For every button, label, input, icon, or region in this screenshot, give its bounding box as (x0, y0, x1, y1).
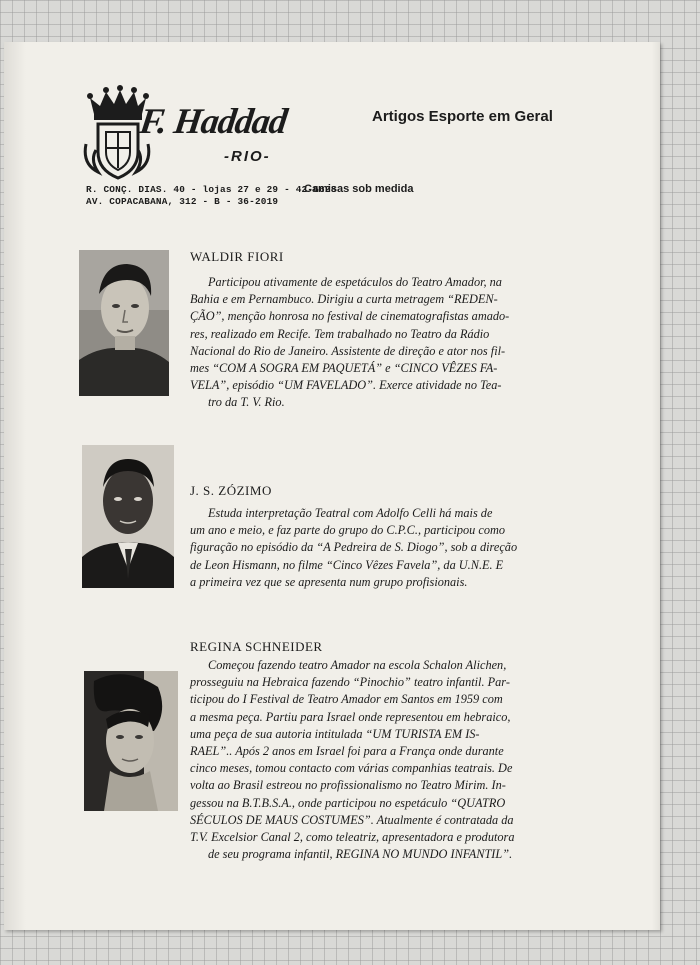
address-line-1: R. CONÇ. DIAS. 40 - lojas 27 e 29 - 42-6628 (86, 184, 337, 195)
bio-line: um ano e meio, e faz parte do grupo do C.P.C., participou como (190, 523, 506, 538)
bio-line: a mesma peça. Partiu para Israel onde representou em hebraico, (190, 709, 511, 724)
bio-line: volta ao Brasil estreou no profissionalismo no Teatro Mirim. In- (190, 778, 506, 793)
profile-name-js-zozimo: J. S. ZÓZIMO (190, 483, 272, 498)
profile-bio-regina-schneider (190, 657, 553, 863)
ad-subtagline: Camisas sob medida (304, 183, 414, 195)
portrait-photo-js-zozimo (82, 445, 174, 588)
bio-line: Estuda interpretação Teatral com Adolfo Celli há mais de (208, 506, 493, 520)
bio-line: tro da T. V. Rio. (208, 395, 285, 410)
bio-line: prosseguiu na Hebraica fazendo “Pinochio” teatro infantil. Par- (190, 675, 510, 690)
portrait-photo-regina-schneider (84, 671, 178, 811)
profile-bio-js-zozimo (190, 505, 553, 591)
bio-line: de seu programa infantil, REGINA NO MUNDO INFANTIL”. (208, 847, 513, 862)
page-edge-shadow (652, 42, 660, 930)
page-fold-shadow (4, 42, 26, 930)
bio-line: Nacional do Rio de Janeiro. Assistente de direção e ator nos fil- (190, 343, 506, 358)
bio-line: Bahia e em Pernambuco. Dirigiu a curta metragem “REDEN- (190, 292, 498, 307)
bio-line: ÇÃO”, menção honrosa no festival de cinematografistas amado- (190, 309, 510, 324)
bio-line: Participou ativamente de espetáculos do Teatro Amador, na (208, 275, 502, 289)
bio-line: SÉCULOS DE MAUS COSTUMES”. Atualmente é contratada da (190, 812, 514, 827)
bio-line: T.V. Excelsior Canal 2, como teleatriz, apresentadora e produtora (190, 830, 515, 845)
bio-line: a primeira vez que se apresenta num grupo profisionais. (190, 574, 468, 589)
bio-line: RAEL”.. Após 2 anos em Israel foi para a França onde durante (190, 744, 504, 759)
profile-name-regina-schneider: REGINA SCHNEIDER (190, 639, 323, 654)
bio-line: Começou fazendo teatro Amador na escola Schalon Alichen, (208, 658, 507, 672)
bio-line: VELA”, episódio “UM FAVELADO”. Exerce atividade no Tea- (190, 378, 502, 393)
portrait-photo-waldir-fiori (79, 250, 169, 396)
ad-tagline: Artigos Esporte em Geral (372, 108, 553, 125)
address-line-2: AV. COPACABANA, 312 - B - 36-2019 (86, 196, 279, 207)
bio-line: ticipou do I Festival de Teatro Amador em Santos em 1959 com (190, 692, 503, 707)
bio-line: uma peça de sua autoria intitulada “UM TURISTA EM IS- (190, 726, 480, 741)
brand-city: -RIO- (224, 148, 271, 165)
bio-line: figuração no episódio da “A Pedreira de S. Diogo”, sob a direção (190, 540, 518, 555)
bio-line: res, realizado em Recife. Tem trabalhado no Teatro da Rádio (190, 326, 490, 341)
bio-line: gessou na B.T.B.S.A., onde participou no espetáculo “QUATRO (190, 795, 506, 810)
bio-line: mes “COM A SOGRA EM PAQUETÁ” e “CINCO VÊZES FA- (190, 361, 498, 376)
bio-line: de Leon Hismann, no filme “Cinco Vêzes Favela”, da U.N.E. E (190, 557, 504, 572)
brand-name: F. Haddad (137, 101, 290, 141)
profile-name-waldir-fiori: WALDIR FIORI (190, 249, 284, 264)
bio-line: cinco meses, tomou contacto com várias companhias teatrais. De (190, 761, 513, 776)
profile-bio-waldir-fiori (190, 274, 553, 412)
